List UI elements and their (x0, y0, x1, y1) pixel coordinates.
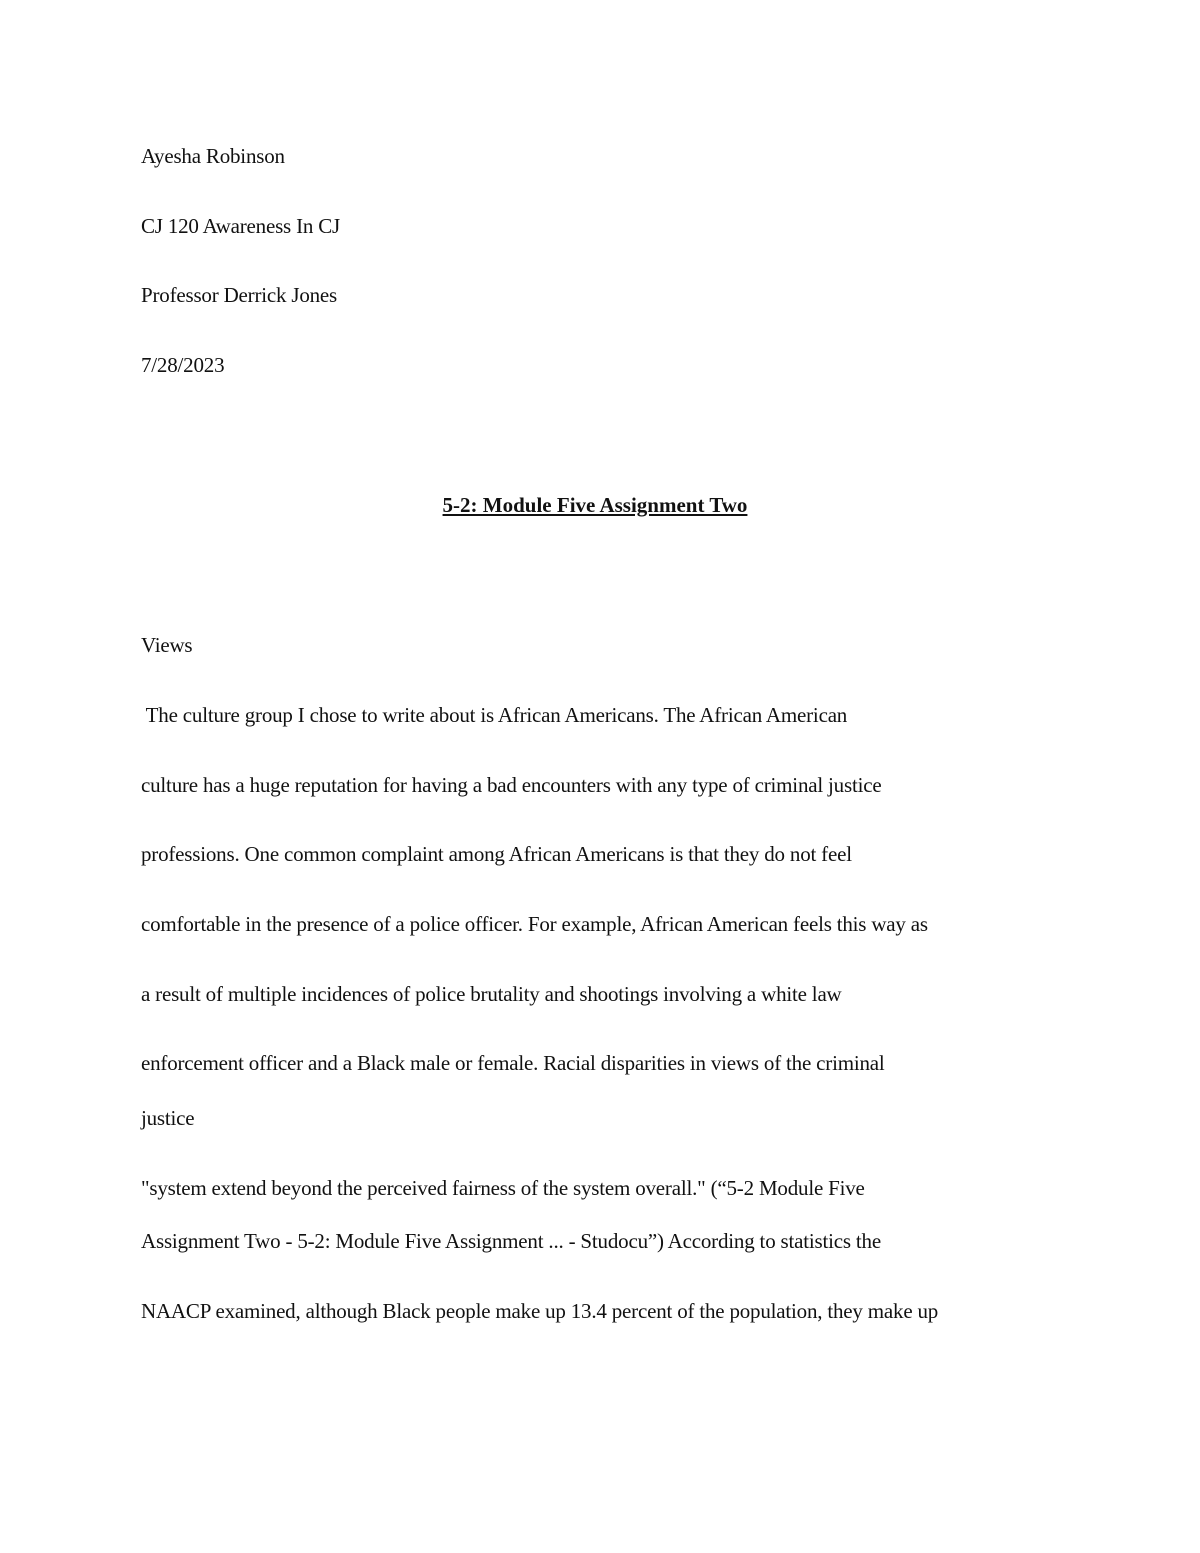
body-line: comfortable in the presence of a police officer. For example, African American feels this way as (141, 912, 928, 936)
document-title: 5-2: Module Five Assignment Two (442, 493, 748, 517)
body-line: "system extend beyond the perceived fairness of the system overall." (“5-2 Module Five (141, 1176, 865, 1200)
body-line: culture has a huge reputation for having a bad encounters with any type of criminal justice (141, 773, 882, 797)
professor-name: Professor Derrick Jones (141, 283, 338, 307)
section-heading: Views (141, 633, 193, 657)
author-name: Ayesha Robinson (141, 144, 285, 168)
body-line: The culture group I chose to write about is African Americans. The African American (141, 703, 848, 727)
body-line: Assignment Two - 5-2: Module Five Assignment ... - Studocu”) According to statistics the (141, 1229, 881, 1253)
body-line: a result of multiple incidences of police brutality and shootings involving a white law (141, 982, 842, 1006)
document-date: 7/28/2023 (141, 353, 225, 377)
body-line: justice (141, 1106, 195, 1130)
body-line: professions. One common complaint among African Americans is that they do not feel (141, 842, 852, 866)
body-line: enforcement officer and a Black male or female. Racial disparities in views of the criminal (141, 1051, 885, 1075)
course-name: CJ 120 Awareness In CJ (141, 214, 340, 238)
body-line: NAACP examined, although Black people make up 13.4 percent of the population, they make up (141, 1299, 939, 1323)
